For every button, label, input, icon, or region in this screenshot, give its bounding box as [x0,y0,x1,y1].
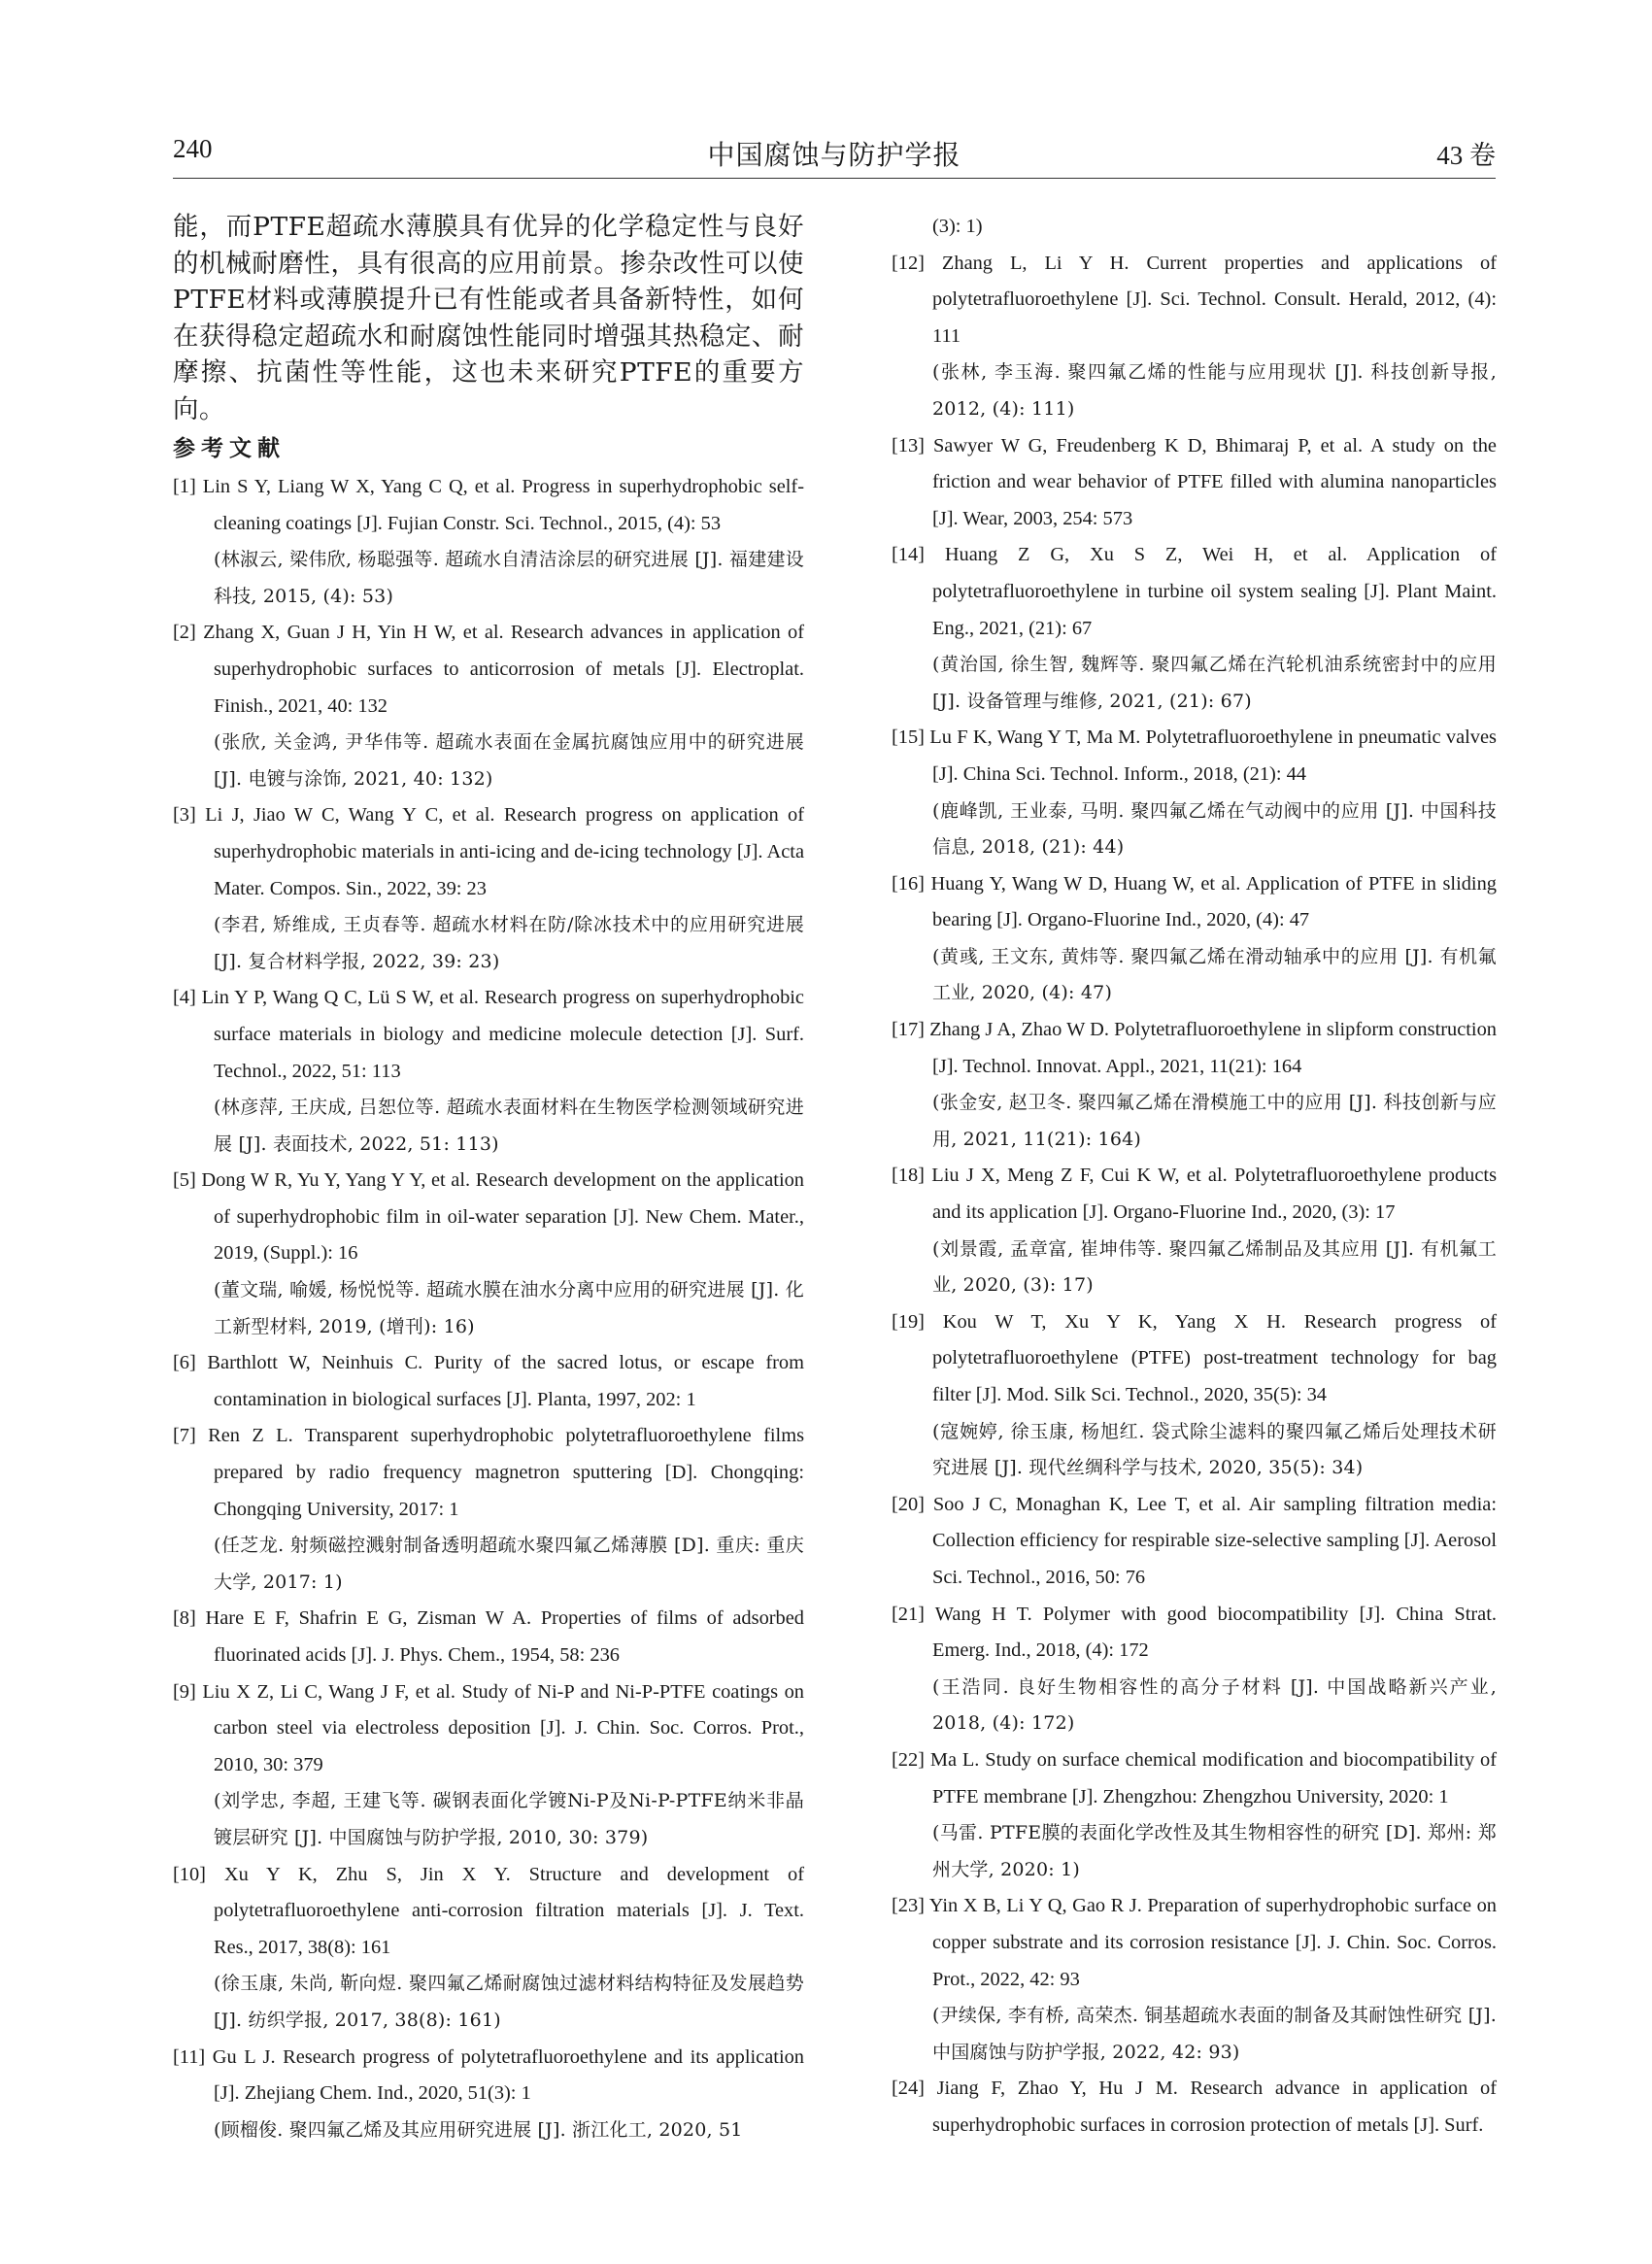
reference-chinese: (林淑云, 梁伟欣, 杨聪强等. 超疏水自清洁涂层的研究进展 [J]. 福建建设科技, 2015, (4): 53) [214,549,804,607]
reference-chinese: (王浩同. 良好生物相容性的高分子材料 [J]. 中国战略新兴产业, 2018, (4): 172) [932,1675,1497,1735]
reference-item [173,1674,804,1857]
reference-item [173,469,804,615]
reference-chinese: (刘景霞, 孟章富, 崔坤伟等. 聚四氟乙烯制品及其应用 [J]. 有机氟工业, 2020, (3): 17) [932,1237,1497,1297]
reference-english: [8] Hare E F, Shafrin E G, Zisman W A. Properties of films of adsorbed fluorinated acids [J]. J. Phys. Chem., 1954, 58: 236 [173,1607,804,1666]
reference-english: [21] Wang H T. Polymer with good biocompatibility [J]. China Strat. Emerg. Ind., 2018, (4): 172 [892,1603,1497,1662]
left-column [173,209,804,2148]
right-column [892,209,1497,2144]
reference-chinese: (尹续保, 李有桥, 高荣杰. 铜基超疏水表面的制备及其耐蚀性研究 [J]. 中国腐蚀与防护学报, 2022, 42: 93) [932,2005,1497,2063]
reference-item [892,2071,1497,2144]
reference-english: [16] Huang Y, Wang W D, Huang W, et al. Application of PTFE in sliding bearing [J]. Organo-Fluorine Ind., 2020, (4): 47 [892,872,1497,931]
reference-item [892,1888,1497,2071]
references-heading: 参考文献 [173,435,286,461]
reference-english: [19] Kou W T, Xu Y K, Yang X H. Research progress of polytetrafluoroethylene (PTFE) post-treatment technology for bag filter [J]. Mod. Silk Sci. Technol., 2020, 35(5): 34 [892,1310,1497,1405]
reference-english: [9] Liu X Z, Li C, Wang J F, et al. Study of Ni-P and Ni-P-PTFE coatings on carbon steel via electroless deposition [J]. J. Chin. Soc. Corros. Prot., 2010, 30: 379 [173,1680,804,1775]
reference-english: [17] Zhang J A, Zhao W D. Polytetrafluoroethylene in slipform construction [J]. Technol. Innovat. Appl., 2021, 11(21): 164 [892,1019,1497,1077]
reference-item [173,797,804,980]
reference-item [892,1158,1497,1303]
reference-item [892,1597,1497,1742]
reference-item [892,720,1497,865]
reference-english: [10] Xu Y K, Zhu S, Jin X Y. Structure and development of polytetrafluoroethylene anti-corrosion filtration materials [J]. J. Text. Res., 2017, 38(8): 161 [173,1863,804,1958]
right-reference-list [892,246,1497,2145]
header-rule [173,178,1496,179]
reference-english: [4] Lin Y P, Wang Q C, Lü S W, et al. Research progress on superhydrophobic surface materials in biology and medicine molecule detection [J]. Surf. Technol., 2022, 51: 113 [173,987,804,1082]
reference-english: [13] Sawyer W G, Freudenberg K D, Bhimaraj P, et al. A study on the friction and wear behavior of PTFE filled with alumina nanoparticles [J]. Wear, 2003, 254: 573 [892,434,1497,529]
reference-chinese: (董文瑞, 喻媛, 杨悦悦等. 超疏水膜在油水分离中应用的研究进展 [J]. 化工新型材料, 2019, (增刊): 16) [214,1279,804,1337]
reference-item [173,1163,804,1345]
reference-english: [18] Liu J X, Meng Z F, Cui K W, et al. Polytetrafluoroethylene products and its application [J]. Organo-Fluorine Ind., 2020, (3): 17 [892,1165,1497,1224]
reference-chinese: (林彦萍, 王庆成, 吕恕位等. 超疏水表面材料在生物医学检测领域研究进展 [J]. 表面技术, 2022, 51: 113) [214,1097,804,1155]
reference-english: [6] Barthlott W, Neinhuis C. Purity of the sacred lotus, or escape from contamination in biological surfaces [J]. Planta, 1997, 202: 1 [173,1352,804,1410]
reference-english: [5] Dong W R, Yu Y, Yang Y Y, et al. Research development on the application of superhydrophobic film in oil-water separation [J]. New Chem. Mater., 2019, (Suppl.): 16 [173,1169,804,1265]
reference-chinese: (黄治国, 徐生智, 魏辉等. 聚四氟乙烯在汽轮机油系统密封中的应用 [J]. 设备管理与维修, 2021, (21): 67) [932,654,1497,712]
reference-continuation: (3): 1) [932,216,983,237]
reference-chinese: (张欣, 关金鸿, 尹华伟等. 超疏水表面在金属抗腐蚀应用中的研究进展 [J]. 电镀与涂饰, 2021, 40: 132) [214,731,804,790]
left-reference-list [173,469,804,2148]
reference-english: [23] Yin X B, Li Y Q, Gao R J. Preparation of superhydrophobic surface on copper substrate and its corrosion resistance [J]. J. Chin. Soc. Corros. Prot., 2022, 42: 93 [892,1895,1497,1990]
reference-chinese: (黄彧, 王文东, 黄炜等. 聚四氟乙烯在滑动轴承中的应用 [J]. 有机氟工业, 2020, (4): 47) [932,945,1497,1004]
reference-english: [20] Soo J C, Monaghan K, Lee T, et al. Air sampling filtration media: Collection efficiency for respirable size-selective sampling [J]. Aerosol Sci. Technol., 2016, 50: 76 [892,1493,1497,1588]
reference-item [892,537,1497,720]
reference-chinese: (任芝龙. 射频磁控溅射制备透明超疏水聚四氟乙烯薄膜 [D]. 重庆: 重庆大学, 2017: 1) [214,1535,804,1593]
reference-english: [1] Lin S Y, Liang W X, Yang C Q, et al. Progress in superhydrophobic self-cleaning coatings [J]. Fujian Constr. Sci. Technol., 2015, (4): 53 [173,476,804,534]
reference-item [173,1418,804,1601]
reference-english: [12] Zhang L, Li Y H. Current properties and applications of polytetrafluoroethylene [J]. Sci. Technol. Consult. Herald, 2012, (4): 111 [892,252,1497,347]
reference-english: [15] Lu F K, Wang Y T, Ma M. Polytetrafluoroethylene in pneumatic valves [J]. China Sci. Technol. Inform., 2018, (21): 44 [892,727,1497,785]
reference-item [173,2040,804,2149]
reference-english: [22] Ma L. Study on surface chemical modification and biocompatibility of PTFE membrane [J]. Zhengzhou: Zhengzhou University, 2020: 1 [892,1748,1497,1808]
reference-item [892,246,1497,428]
reference-item [892,1304,1497,1487]
reference-english: [2] Zhang X, Guan J H, Yin H W, et al. Research advances in application of superhydrophobic surfaces to anticorrosion of metals [J]. Electroplat. Finish., 2021, 40: 132 [173,622,804,717]
reference-chinese: (顾榴俊. 聚四氟乙烯及其应用研究进展 [J]. 浙江化工, 2020, 51 [214,2118,743,2141]
reference-english: [11] Gu L J. Research progress of polytetrafluoroethylene and its application [J]. Zhejiang Chem. Ind., 2020, 51(3): 1 [173,2045,804,2105]
reference-chinese: (马雷. PTFE膜的表面化学改性及其生物相容性的研究 [D]. 郑州: 郑州大学, 2020: 1) [932,1822,1497,1880]
page-header [173,134,1496,173]
reference-chinese: (鹿峰凯, 王业泰, 马明. 聚四氟乙烯在气动阀中的应用 [J]. 中国科技信息, 2018, (21): 44) [932,799,1497,859]
reference-chinese: (寇婉婷, 徐玉康, 杨旭红. 袋式除尘滤料的聚四氟乙烯后处理技术研究进展 [J]. 现代丝绸科学与技术, 2020, 35(5): 34) [932,1420,1497,1479]
page-number: 240 [173,134,213,163]
reference-item [892,1487,1497,1597]
reference-chinese: (徐玉康, 朱尚, 靳向煜. 聚四氟乙烯耐腐蚀过滤材料结构特征及发展趋势 [J]. 纺织学报, 2017, 38(8): 161) [214,1973,804,2031]
reference-english: [14] Huang Z G, Xu S Z, Wei H, et al. Application of polytetrafluoroethylene in turbine oil system sealing [J]. Plant Maint. Eng., 2021, (21): 67 [892,544,1497,639]
reference-chinese: (张林, 李玉海. 聚四氟乙烯的性能与应用现状 [J]. 科技创新导报, 2012, (4): 111) [932,361,1497,420]
reference-english: [3] Li J, Jiao W C, Wang Y C, et al. Research progress on application of superhydrophobic materials in anti-icing and de-icing technology [J]. Acta Mater. Compos. Sin., 2022, 39: 23 [173,804,804,899]
reference-item [173,1857,804,2040]
reference-item [173,1601,804,1673]
reference-chinese: (刘学忠, 李超, 王建飞等. 碳钢表面化学镀Ni-P及Ni-P-PTFE纳米非晶镀层研究 [J]. 中国腐蚀与防护学报, 2010, 30: 379) [214,1790,804,1848]
reference-item [892,1012,1497,1158]
reference-item [892,428,1497,538]
reference-item [173,615,804,797]
reference-chinese: (张金安, 赵卫冬. 聚四氟乙烯在滑模施工中的应用 [J]. 科技创新与应用, 2021, 11(21): 164) [932,1092,1497,1150]
reference-english: [7] Ren Z L. Transparent superhydrophobic polytetrafluoroethylene films prepared by radio frequency magnetron sputtering [D]. Chongqing: Chongqing University, 2017: 1 [173,1425,804,1520]
reference-english: [24] Jiang F, Zhao Y, Hu J M. Research advance in application of superhydrophobic surfaces in corrosion protection of metals [J]. Surf. [892,2078,1497,2136]
reference-item [892,866,1497,1012]
body-paragraph: 能，而PTFE超疏水薄膜具有优异的化学稳定性与良好的机械耐磨性，具有很高的应用前景。掺杂改性可以使PTFE材料或薄膜提升已有性能或者具备新特性，如何在获得稳定超疏水和耐腐蚀性能同时增强其热稳定、耐摩擦、抗菌性等性能，这也未来研究PTFE的重要方向。 [173,212,804,424]
reference-chinese: (李君, 矫维成, 王贞春等. 超疏水材料在防/除冰技术中的应用研究进展 [J]. 复合材料学报, 2022, 39: 23) [214,914,804,972]
reference-item [173,980,804,1163]
reference-item [892,1742,1497,1888]
journal-title: 中国腐蚀与防护学报 [707,141,961,171]
reference-item [173,1345,804,1418]
volume-label: 43 卷 [1436,141,1496,170]
